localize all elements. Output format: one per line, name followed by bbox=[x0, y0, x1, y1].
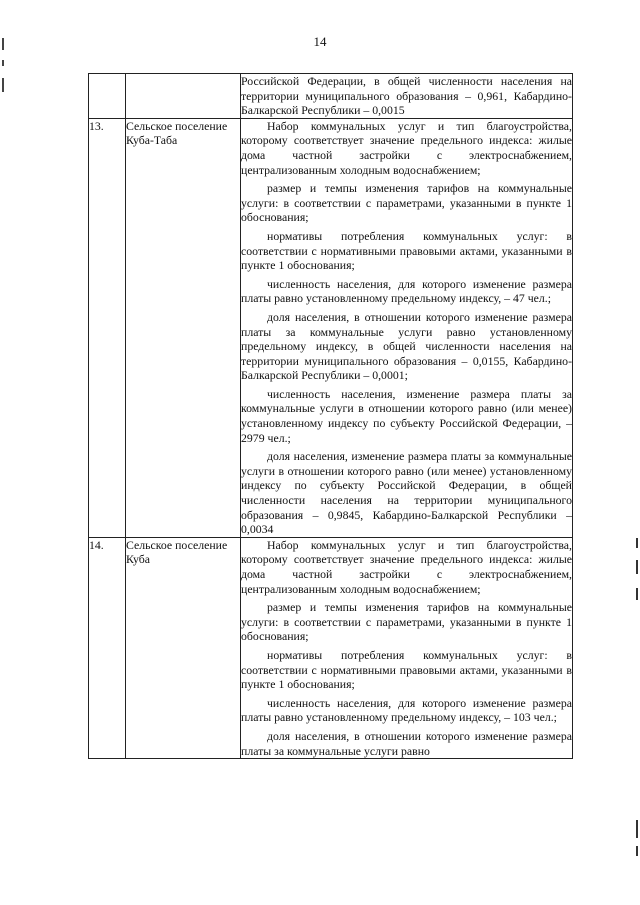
description-paragraph: размер и темпы изменения тарифов на коммунальные услуги: в соответствии с параметрами, указанными в пункте 1 обоснования; bbox=[241, 600, 572, 644]
table-row bbox=[89, 118, 573, 537]
description-cell bbox=[241, 537, 573, 758]
row-number bbox=[89, 74, 126, 119]
description-paragraph: нормативы потребления коммунальных услуг: в соответствии с нормативными правовыми актами, указанными в пункте 1 обоснования; bbox=[241, 647, 572, 692]
description-paragraph: численность населения, для которого изменение размера платы равно установленному предельному индексу, – 103 чел.; bbox=[241, 695, 572, 725]
document-table bbox=[88, 73, 573, 759]
left-scan-marks bbox=[0, 0, 6, 905]
settlement-name bbox=[126, 74, 241, 119]
description-paragraph: нормативы потребления коммунальных услуг: в соответствии с нормативными правовыми актами, указанными в пункте 1 обоснования; bbox=[241, 228, 572, 273]
description-paragraph: Набор коммунальных услуг и тип благоустройства, которому соответствует значение предельного индекса: жилые дома частной застройки с электроснабжением, централизованным холодным водоснабжением; bbox=[241, 118, 572, 177]
description-paragraph: Российской Федерации, в общей численности населения на территории муниципального образования – 0,961, Кабардино-Балкарской Республики – 0,0015 bbox=[241, 74, 572, 118]
table-row bbox=[89, 74, 573, 119]
description-paragraph: доля населения, в отношении которого изменение размера платы за коммунальные услуги равно установленному предельному индексу, в общей численности населения на территории муниципального образования – 0,0155, Кабардино-Балкарской Республики – 0,0001; bbox=[241, 309, 572, 383]
description-cell bbox=[241, 74, 573, 119]
row-number: 13. bbox=[89, 118, 126, 537]
description-paragraph: размер и темпы изменения тарифов на коммунальные услуги: в соответствии с параметрами, указанными в пункте 1 обоснования; bbox=[241, 181, 572, 225]
description-paragraph: Набор коммунальных услуг и тип благоустройства, которому соответствует значение предельного индекса: жилые дома частной застройки с электроснабжением, централизованным холодным водоснабжением; bbox=[241, 537, 572, 596]
settlement-name: Сельское поселение Куба-Таба bbox=[126, 118, 241, 537]
row-number: 14. bbox=[89, 537, 126, 758]
description-paragraph: доля населения, изменение размера платы за коммунальные услуги в отношении которого равно (или менее) установленному индексу по субъекту Российской Федерации, в общей численности населения на территории муниципального образования – 0,9845, Кабардино-Балкарской Республики – 0,0034 bbox=[241, 449, 572, 537]
description-paragraph: доля населения, в отношении которого изменение размера платы за коммунальные услуги равно bbox=[241, 728, 572, 758]
description-paragraph: численность населения, изменение размера платы за коммунальные услуги в отношении которого равно (или менее) установленному индексу по субъекту Российской Федерации, – 2979 чел.; bbox=[241, 386, 572, 445]
right-scan-marks bbox=[632, 0, 640, 905]
page-number: 14 bbox=[313, 34, 327, 49]
description-cell bbox=[241, 118, 573, 537]
table-row bbox=[89, 537, 573, 758]
description-paragraph: численность населения, для которого изменение размера платы равно установленному предельному индексу, – 47 чел.; bbox=[241, 276, 572, 306]
settlement-name: Сельское поселение Куба bbox=[126, 537, 241, 758]
